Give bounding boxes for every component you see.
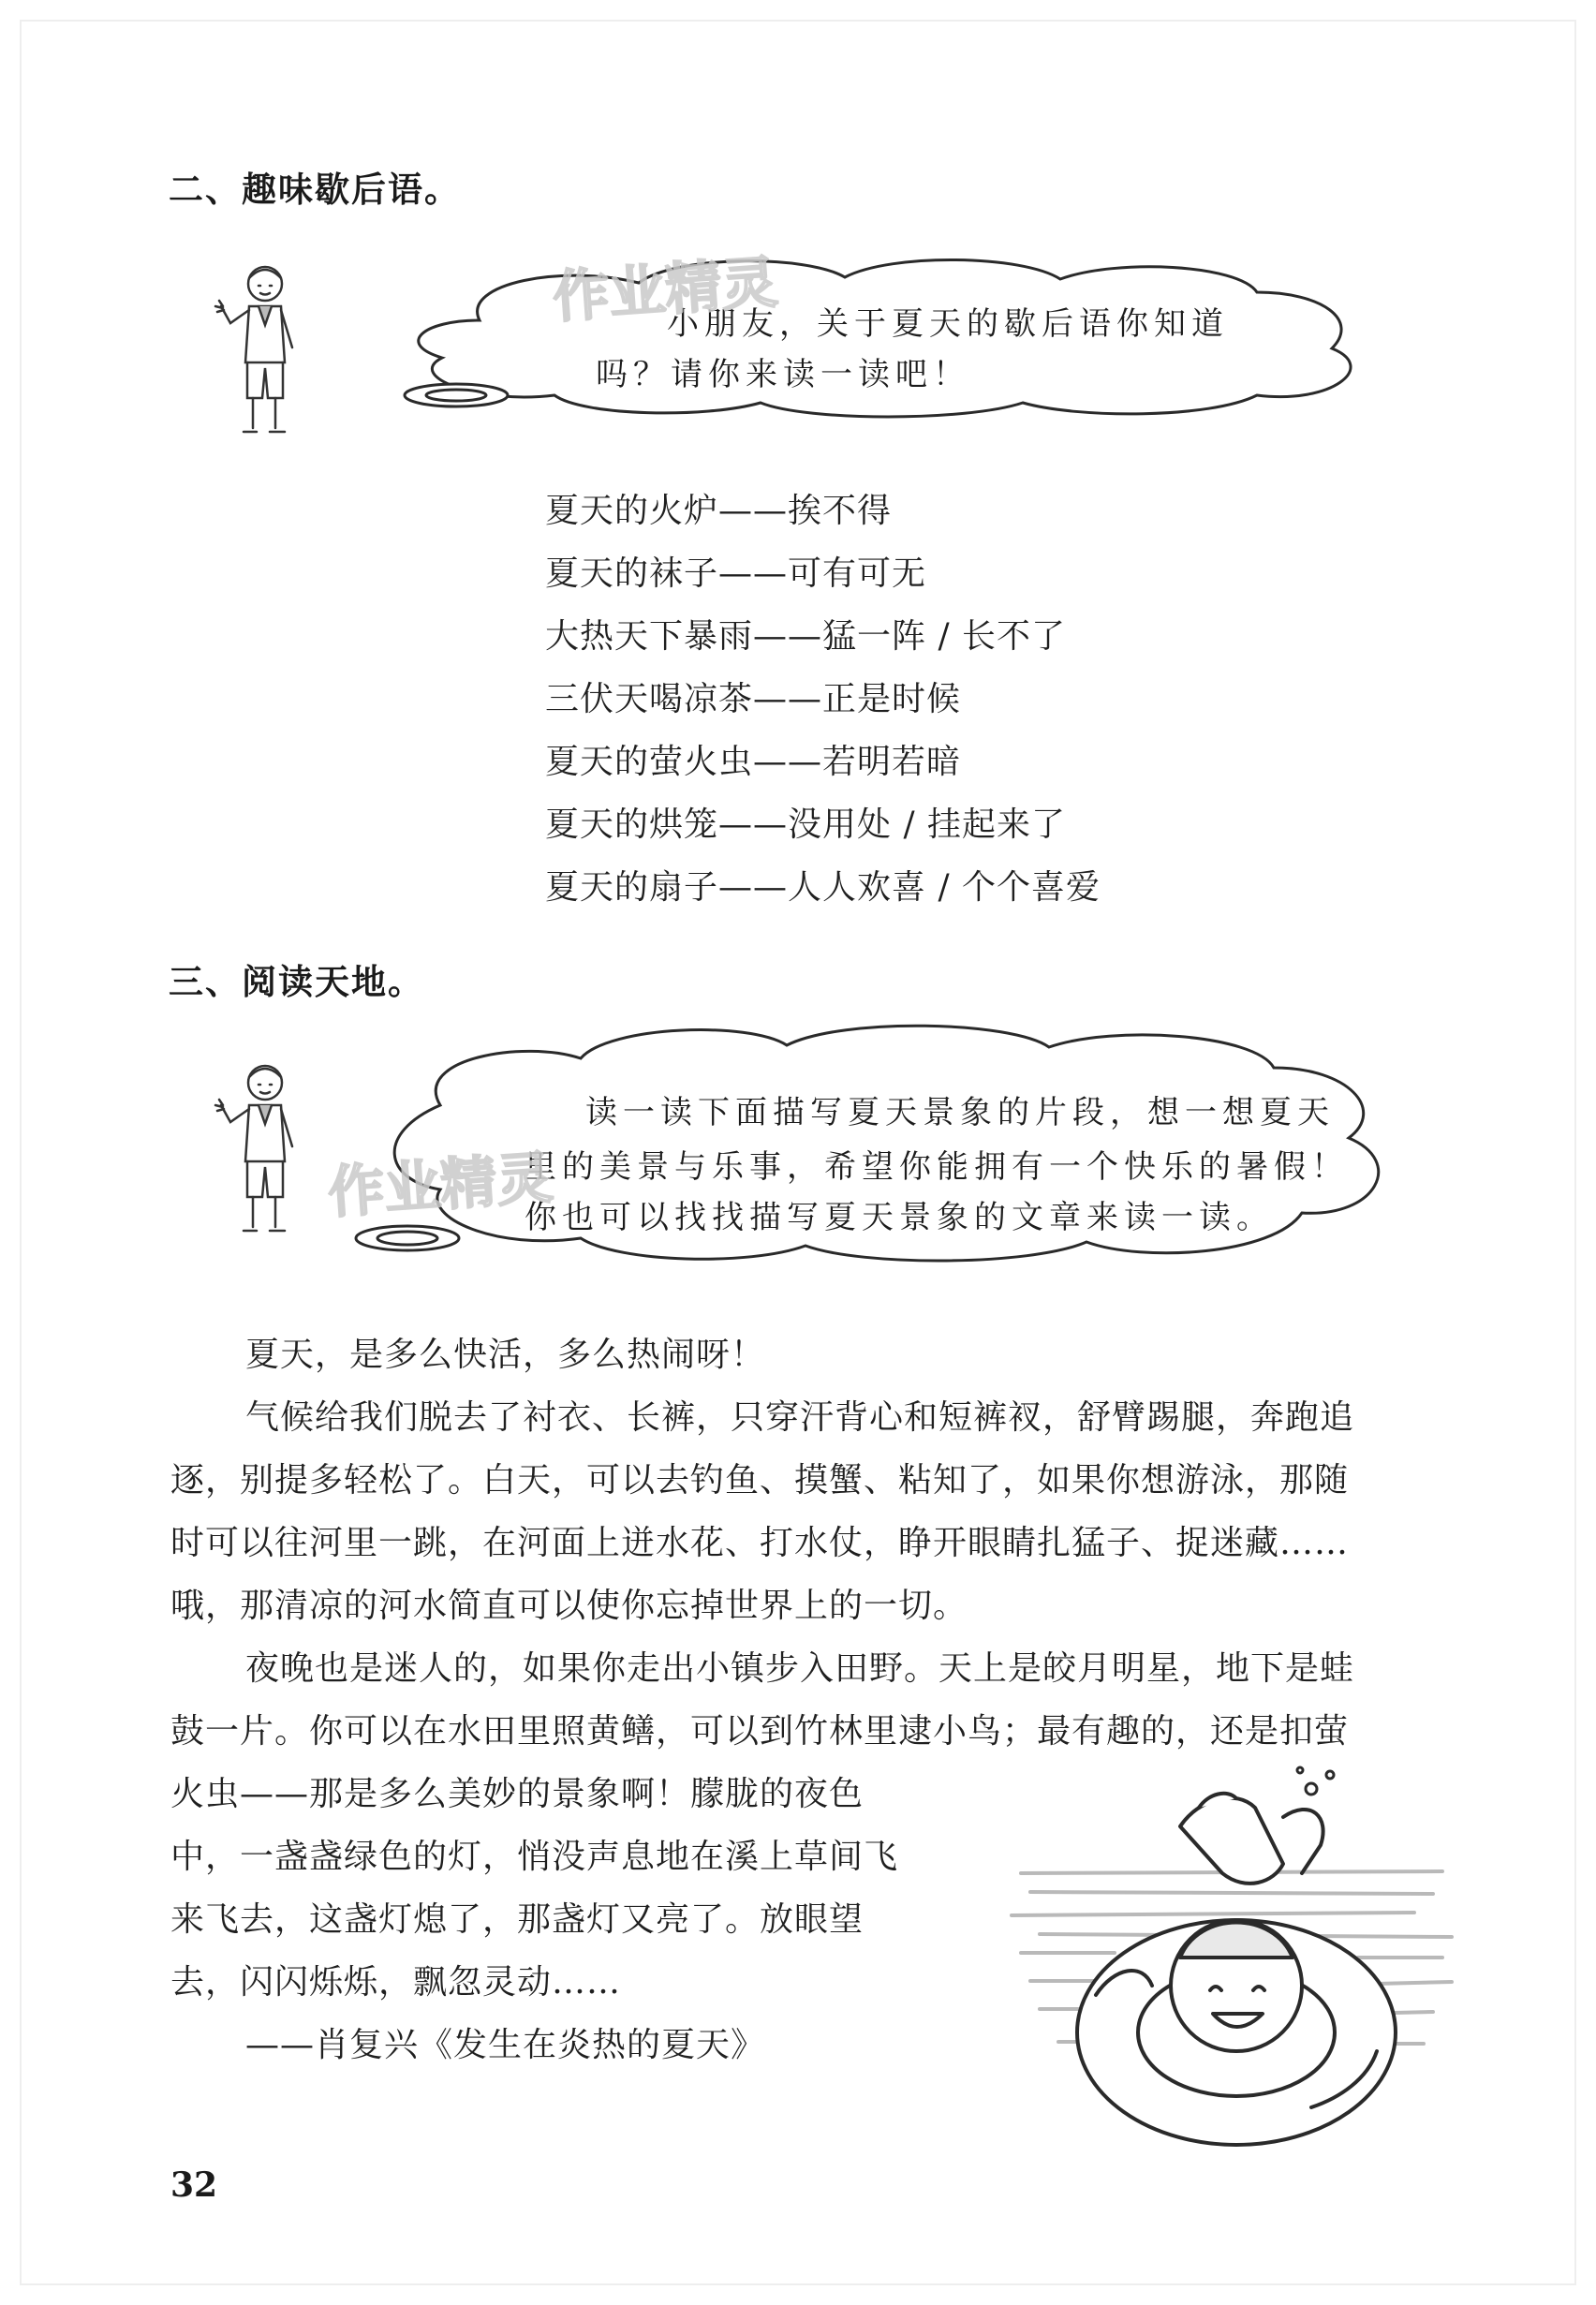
cloud-text-line: 你也可以找找描写夏天景象的文章来读一读。 bbox=[525, 1199, 1274, 1236]
riddle-item: 大热天下暴雨——猛一阵 / 长不了 bbox=[545, 617, 1067, 656]
passage-line: 夜晚也是迷人的，如果你走出小镇步入田野。天上是皎月明星，地下是蛙 bbox=[245, 1649, 1355, 1688]
cloud-text-line: 读一读下面描写夏天景象的片段，想一想夏天 bbox=[585, 1094, 1335, 1131]
passage-line: 鼓一片。你可以在水田里照黄鳝，可以到竹林里逮小鸟；最有趣的，还是扣萤 bbox=[170, 1712, 1350, 1751]
passage-attribution: ——肖复兴《发生在炎热的夏天》 bbox=[245, 2026, 766, 2064]
watermark: 作业精灵 bbox=[326, 1145, 555, 1227]
page-number: 32 bbox=[170, 2165, 218, 2205]
swimming-child-illustration bbox=[1002, 1761, 1470, 2154]
riddle-item: 三伏天喝凉茶——正是时候 bbox=[545, 680, 962, 718]
boy-illustration bbox=[214, 1056, 317, 1244]
passage-line: 夏天，是多么快活，多么热闹呀！ bbox=[245, 1336, 766, 1374]
passage-line: 来飞去，这盏灯熄了，那盏灯又亮了。放眼望 bbox=[170, 1900, 864, 1939]
passage-line: 逐，别提多轻松了。白天，可以去钓鱼、摸蟹、粘知了，如果你想游泳，那随 bbox=[170, 1461, 1350, 1500]
watermark: 作业精灵 bbox=[551, 249, 780, 332]
passage-line: 去，闪闪烁烁，飘忽灵动…… bbox=[170, 1963, 622, 2002]
boy-illustration bbox=[214, 258, 317, 445]
cloud-text-line: 吗？请你来读一读吧！ bbox=[596, 356, 970, 393]
cloud-text-line: 里的美景与乐事，希望你能拥有一个快乐的暑假！ bbox=[525, 1148, 1349, 1186]
section-title-riddles: 二、趣味歇后语。 bbox=[169, 170, 461, 210]
passage-line: 气候给我们脱去了衬衣、长裤，只穿汗背心和短裤衩，舒臂踢腿，奔跑追 bbox=[245, 1398, 1355, 1437]
riddle-item: 夏天的萤火虫——若明若暗 bbox=[545, 743, 962, 781]
cloud-text-line: 小朋友，关于夏天的歇后语你知道 bbox=[667, 305, 1229, 343]
riddle-item: 夏天的扇子——人人欢喜 / 个个喜爱 bbox=[545, 868, 1101, 907]
passage-line: 火虫——那是多么美妙的景象啊！朦胧的夜色 bbox=[170, 1775, 864, 1813]
riddle-item: 夏天的烘笼——没用处 / 挂起来了 bbox=[545, 805, 1067, 844]
passage-line: 哦，那清凉的河水简直可以使你忘掉世界上的一切。 bbox=[170, 1587, 968, 1625]
passage-line: 中，一盏盏绿色的灯，悄没声息地在溪上草间飞 bbox=[170, 1838, 899, 1876]
section-title-reading: 三、阅读天地。 bbox=[169, 962, 424, 1002]
riddle-item: 夏天的袜子——可有可无 bbox=[545, 554, 927, 593]
passage-line: 时可以往河里一跳，在河面上迸水花、打水仗，睁开眼睛扎猛子、捉迷藏…… bbox=[170, 1524, 1350, 1562]
riddle-item: 夏天的火炉——挨不得 bbox=[545, 492, 893, 530]
riddle-list bbox=[545, 480, 1388, 919]
